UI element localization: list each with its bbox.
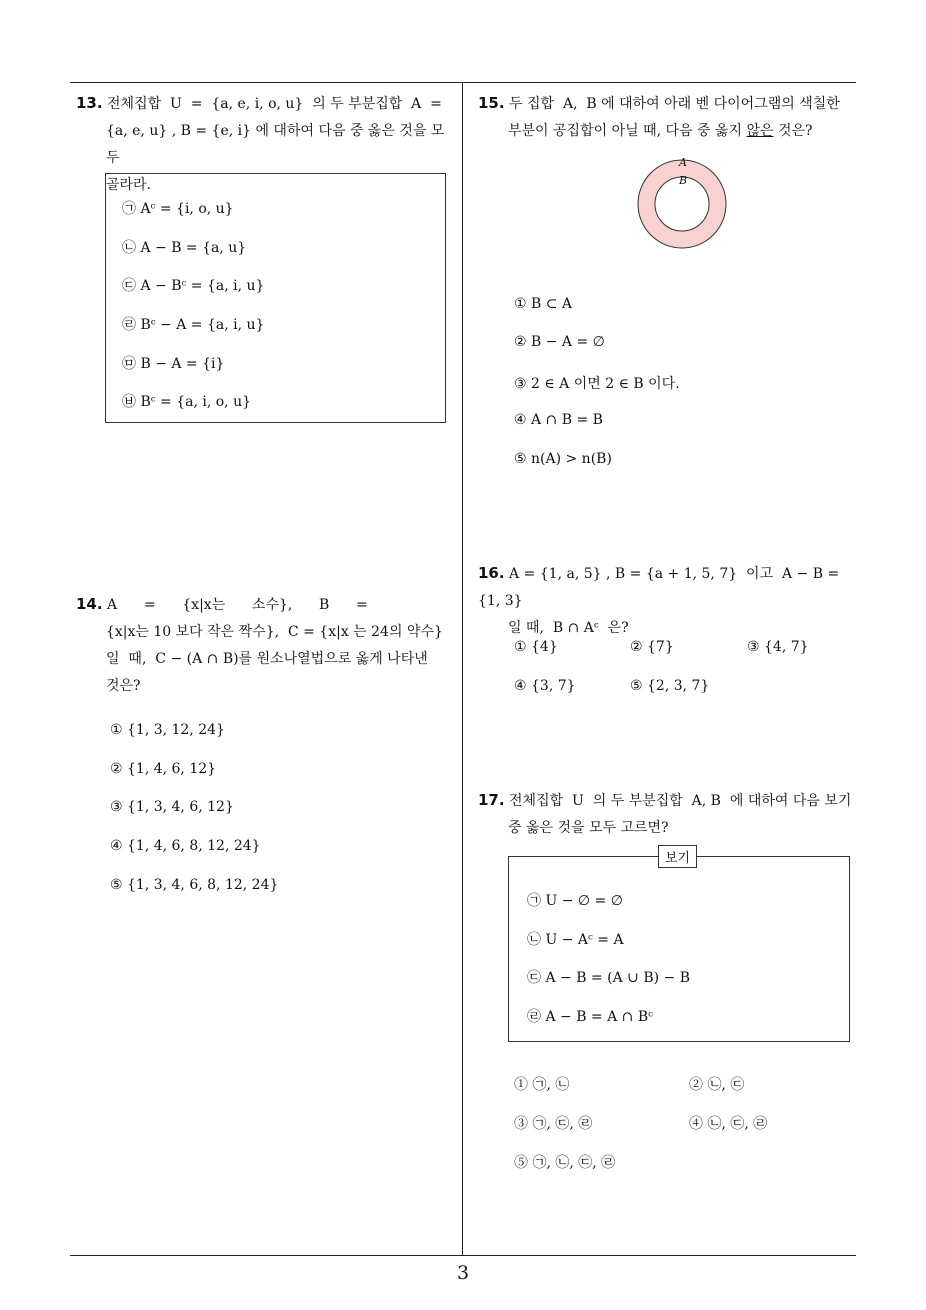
top-rule — [70, 82, 856, 83]
statement-item: ㉥ Bᶜ = {a, i, o, u} — [122, 394, 252, 410]
question-text-line: {x|x는 10 보다 작은 짝수}, C = {x|x 는 24의 약수} — [106, 624, 443, 640]
answer-choice-2[interactable]: ② {7} — [630, 639, 674, 655]
answer-choice-1[interactable]: ① ㉠, ㉡ — [514, 1077, 570, 1093]
bottom-rule — [70, 1255, 856, 1256]
question-number: 14. — [76, 595, 103, 613]
answer-choice-3[interactable]: ③ {1, 3, 4, 6, 12} — [110, 799, 234, 815]
answer-choice-3[interactable]: ③ ㉠, ㉢, ㉣ — [514, 1116, 593, 1132]
question-text-line: 두 집합 A, B 에 대하여 아래 벤 다이어그램의 색칠한 — [509, 96, 840, 112]
statement-item: ㉢ A − B = (A ∪ B) − B — [527, 970, 690, 986]
statement-item: ㉠ Aᶜ = {i, o, u} — [122, 201, 234, 217]
answer-choice-5[interactable]: ⑤ n(A) > n(B) — [514, 451, 612, 467]
statement-item: ㉣ A − B = A ∩ Bᶜ — [527, 1009, 653, 1025]
question-text-line: 전체집합 U = {a, e, i, o, u} 의 두 부분집합 A = — [107, 96, 442, 112]
answer-choice-4[interactable]: ④ {3, 7} — [514, 678, 576, 694]
answer-choice-5[interactable]: ⑤ {1, 3, 4, 6, 8, 12, 24} — [110, 877, 279, 893]
question-text-line: 일 때, B ∩ Aᶜ 은? — [508, 620, 629, 636]
page-number: 3 — [456, 1262, 470, 1284]
answer-choice-4[interactable]: ④ A ∩ B = B — [514, 412, 603, 428]
answer-choice-4[interactable]: ④ {1, 4, 6, 8, 12, 24} — [110, 838, 261, 854]
question-text-line: A = {1, a, 5} , B = {a + 1, 5, 7} 이고 A − B = {1, 3} — [478, 566, 844, 609]
answer-choice-1[interactable]: ① {1, 3, 12, 24} — [110, 722, 225, 738]
question-14 — [76, 591, 456, 700]
venn-label-a: A — [679, 156, 687, 169]
question-text-line: A = {x|x는 소수}, B = — [107, 597, 368, 613]
answer-choice-1[interactable]: ① B ⊂ A — [514, 296, 573, 312]
question-number: 15. — [478, 94, 505, 112]
statement-item: ㉣ Bᶜ − A = {a, i, u} — [122, 317, 265, 333]
question-text-line — [478, 118, 858, 145]
answer-choice-2[interactable]: ② ㉡, ㉢ — [689, 1077, 745, 1093]
answer-choice-2[interactable]: ② {1, 4, 6, 12} — [110, 761, 217, 777]
question-text-line: 골라라. — [106, 177, 152, 193]
answer-choice-3[interactable]: ③ {4, 7} — [747, 639, 809, 655]
venn-label-b: B — [679, 174, 688, 187]
statement-item: ㉠ U − ∅ = ∅ — [527, 893, 623, 909]
answer-choice-5[interactable]: ⑤ ㉠, ㉡, ㉢, ㉣ — [514, 1155, 616, 1171]
q17-bogi-box — [508, 856, 850, 1042]
question-text-line: {a, e, u} , B = {e, i} 에 대하여 다음 중 옳은 것을 모두 — [106, 123, 445, 166]
statement-item: ㉡ U − Aᶜ = A — [527, 932, 624, 948]
answer-choice-5[interactable]: ⑤ {2, 3, 7} — [630, 678, 710, 694]
venn-diagram — [636, 158, 728, 250]
answer-choice-2[interactable]: ② B − A = ∅ — [514, 334, 605, 350]
statement-item: ㉢ A − Bᶜ = {a, i, u} — [122, 278, 265, 294]
answer-choice-1[interactable]: ① {4} — [514, 639, 558, 655]
question-15 — [478, 90, 858, 145]
q13-statement-box — [105, 173, 446, 423]
question-text-line: 전체집합 U 의 두 부분집합 A, B 에 대하여 다음 보기 — [509, 793, 852, 809]
column-divider — [462, 83, 463, 1255]
answer-choice-3[interactable]: ③ 2 ∈ A 이면 2 ∈ B 이다. — [514, 376, 680, 392]
statement-item: ㉤ B − A = {i} — [122, 356, 225, 372]
question-number: 17. — [478, 791, 505, 809]
question-text-line: 일 때, C − (A ∩ B)를 원소나열법으로 옳게 나타낸 — [106, 651, 428, 667]
answer-choice-4[interactable]: ④ ㉡, ㉢, ㉣ — [689, 1116, 768, 1132]
question-16 — [478, 560, 858, 642]
question-17 — [478, 787, 858, 842]
statement-item: ㉡ A − B = {a, u} — [122, 240, 247, 256]
question-number: 16. — [478, 564, 505, 582]
text-segment: 것은? — [773, 123, 813, 139]
question-number: 13. — [76, 94, 103, 112]
question-text-line: 중 옳은 것을 모두 고르면? — [508, 820, 669, 836]
question-text-line: 것은? — [106, 678, 141, 694]
bogi-title: 보기 — [658, 845, 697, 868]
underlined-word: 않은 — [746, 123, 774, 139]
text-segment: 부분이 공집합이 아닐 때, 다음 중 옳지 — [508, 123, 747, 139]
